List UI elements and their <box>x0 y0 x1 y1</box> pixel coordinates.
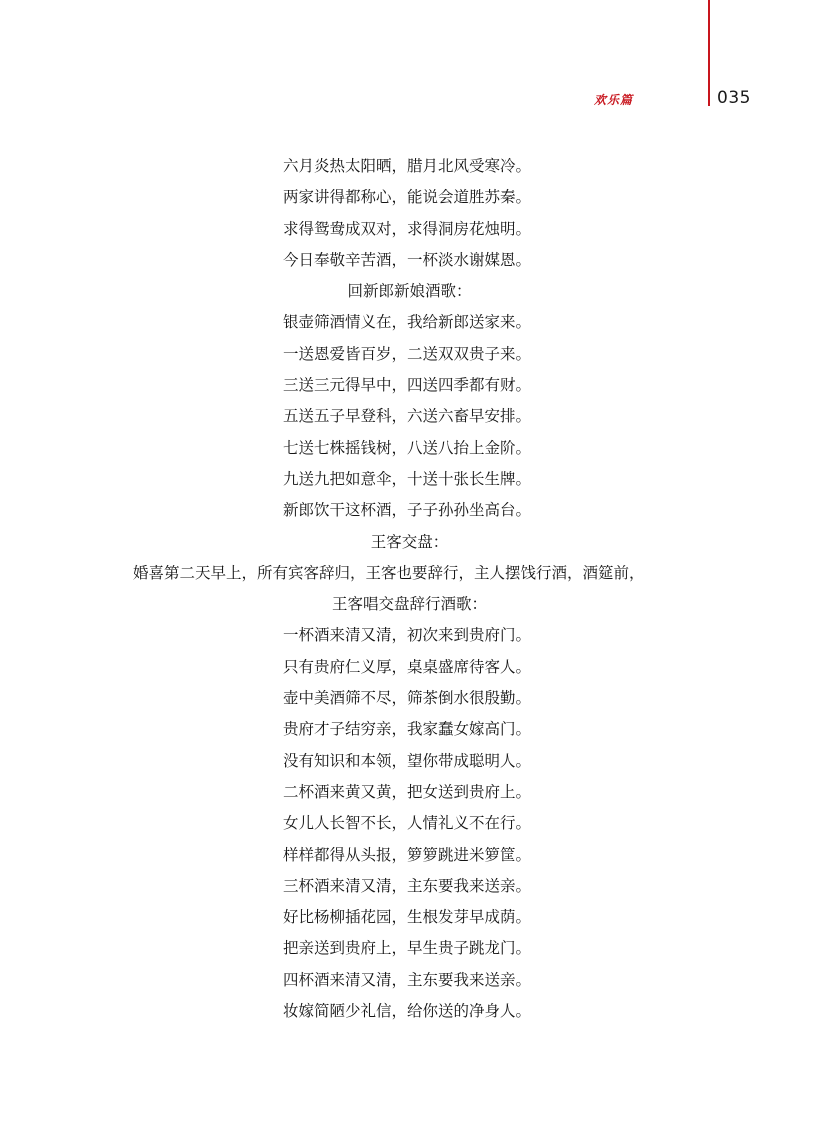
verse-line: 三送三元得早中，四送四季都有财。 <box>283 376 532 395</box>
page-body <box>0 151 817 1027</box>
section-name: 欢乐篇 <box>593 93 633 107</box>
song-three <box>0 527 817 1028</box>
verse-line: 两家讲得都称心，能说会道胜苏秦。 <box>283 188 532 207</box>
verse-line: 二杯酒来黄又黄，把女送到贵府上。 <box>283 782 532 801</box>
prose-paragraph: 婚喜第二天早上，所有宾客辞归，王客也要辞行，主人摆饯行酒，酒筵前， <box>133 563 645 582</box>
verse-line: 四杯酒来清又清，主东要我来送亲。 <box>283 970 532 989</box>
verse-line: 壶中美酒筛不尽，筛茶倒水很殷勤。 <box>283 689 532 708</box>
verse-line: 只有贵府仁义厚，桌桌盛席待客人。 <box>283 657 532 676</box>
song-heading: 王客交盘： <box>370 532 449 551</box>
verse-line: 九送九把如意伞，十送十张长生牌。 <box>283 469 532 488</box>
verse-line: 没有知识和本领，望你带成聪明人。 <box>283 751 532 770</box>
song-two <box>0 276 817 526</box>
verse-line: 一杯酒来清又清，初次来到贵府门。 <box>283 626 532 645</box>
verse-line: 好比杨柳插花园，生根发芽早成荫。 <box>283 908 532 927</box>
verse-line: 女儿人长智不长，人情礼义不在行。 <box>283 814 532 833</box>
song-subheading: 王客唱交盘辞行酒歌： <box>331 595 487 614</box>
verse-line: 三杯酒来清又清，主东要我来送亲。 <box>283 876 532 895</box>
page-number: 035 <box>717 88 751 108</box>
verse-line: 样样都得从头报，箩箩跳进米箩筐。 <box>283 845 532 864</box>
verse-line: 贵府才子结穷亲，我家蠢女嫁高门。 <box>283 720 532 739</box>
verse-line: 新郎饮干这杯酒，子子孙孙坐高台。 <box>283 501 532 520</box>
verse-line: 七送七株摇钱树，八送八抬上金阶。 <box>283 438 532 457</box>
song-one <box>0 151 817 276</box>
page-header <box>560 88 751 110</box>
verse-line: 五送五子早登科，六送六畜早安排。 <box>283 407 532 426</box>
verse-line: 今日奉敬辛苦酒，一杯淡水谢媒恩。 <box>283 250 532 269</box>
verse-line: 六月炎热太阳晒，腊月北风受寒冷。 <box>283 157 532 175</box>
song-heading: 回新郎新娘酒歌： <box>347 282 472 301</box>
verse-line: 银壶筛酒情义在，我给新郎送家来。 <box>283 313 532 332</box>
verse-line: 求得鸳鸯成双对，求得洞房花烛明。 <box>283 219 532 238</box>
verse-line: 一送恩爱皆百岁，二送双双贵子来。 <box>283 344 532 363</box>
verse-line: 把亲送到贵府上，早生贵子跳龙门。 <box>283 939 532 958</box>
verse-line: 妆嫁简陋少礼信，给你送的净身人。 <box>283 1002 532 1021</box>
